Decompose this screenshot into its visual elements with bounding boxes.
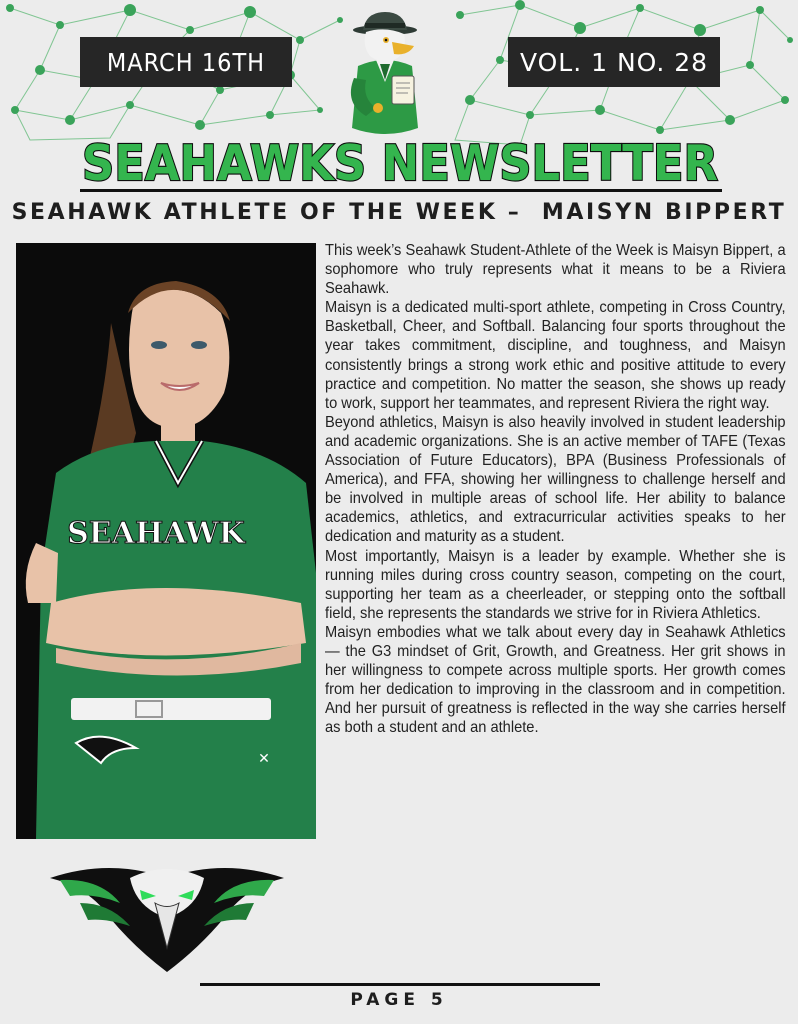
issue-date: MARCH 16TH: [80, 37, 292, 87]
article-paragraph: Most importantly, Maisyn is a leader by example. Whether she is running miles during cross country season, competing on the court, supporting her team as a cheerleader, or stepping onto the softball field, she represents the standards we strive for in Riviera Athletics.: [325, 547, 786, 622]
page-number: PAGE 5: [350, 990, 448, 1010]
article-paragraph: This week’s Seahawk Student-Athlete of the Week is Maisyn Bippert, a sophomore who truly represents what it means to be a Riviera Seahawk.: [325, 242, 786, 298]
article-paragraph: Beyond athletics, Maisyn is also heavily involved in student leadership and academic organizations. She is an active member of TAFE (Texas Association of Future Educators), BPA (Business Professionals of America), and FFA, showing her willingness to challenge herself and be involved in multiple areas of school life. Her ability to balance academics, athletics, and extracurricular activities speaks to her dedication and maturity as a student.: [325, 413, 786, 546]
athlete-photo: [16, 243, 316, 839]
article-body: [325, 241, 786, 737]
masthead-title: [78, 136, 722, 188]
seahawk-logo-icon: [50, 848, 284, 972]
seahawk-reporter-icon: [336, 8, 434, 140]
masthead-text: SEAHAWKS NEWSLETTER: [82, 136, 718, 188]
jersey-lettering: SEAHAWK: [67, 516, 245, 551]
masthead-rule: [80, 189, 722, 192]
issue-volume: VOL. 1 NO. 28: [508, 37, 720, 87]
article-paragraph: Maisyn is a dedicated multi-sport athlete, competing in Cross Country, Basketball, Cheer, and Softball. Balancing four sports throughout the year takes commitment, discipline, and toughness, and Maisyn consistently brings a strong work ethic and positive attitude to every practice and competition. No matter the season, she shows up ready to work, support her teammates, and represent Riviera the right way.: [325, 299, 786, 412]
svg-text:✕: ✕: [258, 751, 270, 767]
footer-rule: [200, 983, 600, 986]
page-headline: SEAHAWK ATHLETE OF THE WEEK – MAISYN BIPPERT: [11, 200, 787, 225]
article-paragraph: Maisyn embodies what we talk about every day in Seahawk Athletics — the G3 mindset of Grit, Growth, and Greatness. Her grit shows in her willingness to compete across multiple sports. Her growth comes from her dedication to improving in the classroom and in competition. And her pursuit of greatness is reflected in the way she carries herself as both a student and an athlete.: [325, 623, 786, 737]
